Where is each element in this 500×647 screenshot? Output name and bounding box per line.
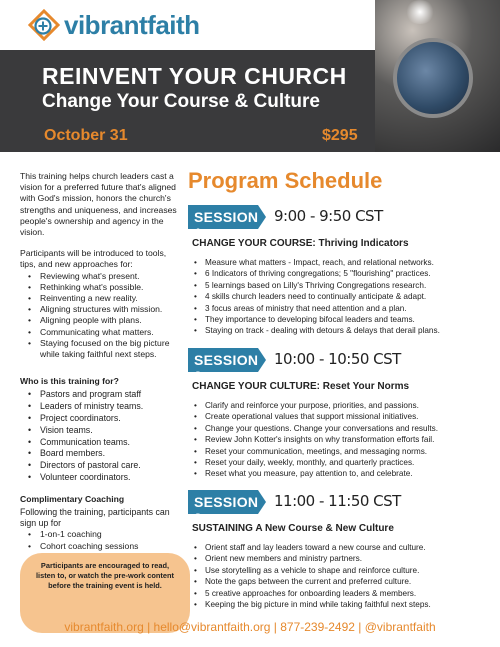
coaching-heading: Complimentary Coaching xyxy=(20,493,125,504)
session-topics xyxy=(192,542,488,610)
list-item: • 5 learnings based on Lilly's Thriving Congregations research. xyxy=(192,280,488,291)
list-item: • They importance to developing bifocal leaders and teams. xyxy=(192,314,488,325)
session-heading: CHANGE YOUR COURSE: Thriving Indicators xyxy=(192,238,409,249)
compass-photo xyxy=(375,0,500,152)
session-topics xyxy=(192,400,488,480)
program-title: Program Schedule xyxy=(188,168,383,193)
logo[interactable] xyxy=(28,8,200,42)
list-item: • Orient staff and lay leaders toward a new course and culture. xyxy=(192,542,488,553)
event-price: $295 xyxy=(322,127,358,144)
list-item: • 4 skills church leaders need to continually anticipate & adapt. xyxy=(192,291,488,302)
list-item: • Keeping the big picture in mind while taking faithful next steps. xyxy=(192,599,488,610)
session-label: SESSION 2 xyxy=(194,352,259,384)
audience-list xyxy=(20,389,180,483)
prework-note: Participants are encouraged to read, listen to, or watch the pre-work content before the training event is held. xyxy=(20,553,190,633)
list-item: • 6 Indicators of thriving congregations; 5 "flourishing" practices. xyxy=(192,268,488,279)
list-item: • Communication teams. xyxy=(20,437,180,449)
list-item: • Create operational values that support missional initiatives. xyxy=(192,411,488,422)
list-item: • Volunteer coordinators. xyxy=(20,472,180,484)
session-time: 10:00 - 10:50 CST xyxy=(274,350,401,368)
approaches-list xyxy=(20,271,180,361)
intro-column xyxy=(20,171,180,562)
compass-icon xyxy=(393,38,473,118)
list-item: • 3 focus areas of ministry that need attention and a plan. xyxy=(192,303,488,314)
list-item: • Aligning people with plans. xyxy=(20,315,180,326)
audience-heading: Who is this training for? xyxy=(20,376,119,387)
list-item: • Measure what matters - Impact, reach, and relational networks. xyxy=(192,257,488,268)
intro-approaches-lead: Participants will be introduced to tools, tips, and new approaches for: xyxy=(20,248,167,270)
list-item: • Staying on track - dealing with detours & delays that derail plans. xyxy=(192,325,488,336)
list-item: • Reset your daily, weekly, monthly, and quarterly practices. xyxy=(192,457,488,468)
session-label: SESSION 1 xyxy=(194,209,259,241)
list-item: • Project coordinators. xyxy=(20,413,180,425)
header xyxy=(0,0,500,152)
event-date: October 31 xyxy=(44,127,128,144)
list-item: • Aligning structures with mission. xyxy=(20,304,180,315)
list-item: • Orient new members and ministry partners. xyxy=(192,553,488,564)
session-time: 9:00 - 9:50 CST xyxy=(274,207,383,225)
logo-text: vibrantfaith xyxy=(64,9,200,40)
list-item: • Rethinking what's possible. xyxy=(20,282,180,293)
list-item: • 5 creative approaches for onboarding leaders & members. xyxy=(192,588,488,599)
list-item: • Board members. xyxy=(20,448,180,460)
list-item: • Leaders of ministry teams. xyxy=(20,401,180,413)
list-item: • Reset your communication, meetings, and messaging norms. xyxy=(192,446,488,457)
list-item: • Reviewing what's present. xyxy=(20,271,180,282)
list-item: • 1-on-1 coaching xyxy=(20,529,180,540)
contact-footer[interactable]: vibrantfaith.org | hello@vibrantfaith.org | 877-239-2492 | @vibrantfaith xyxy=(64,620,436,634)
list-item: • Use storytelling as a vehicle to shape and reinforce culture. xyxy=(192,565,488,576)
list-item: • Directors of pastoral care. xyxy=(20,460,180,472)
list-item: • Cohort coaching sessions xyxy=(20,541,180,552)
coaching-section xyxy=(20,494,180,552)
list-item: • Pastors and program staff xyxy=(20,389,180,401)
list-item: • Clarify and reinforce your purpose, priorities, and passions. xyxy=(192,400,488,411)
intro-paragraph: This training helps church leaders cast a vision for a preferred future that's aligned with God's mission, honors the church's strengths and uniqueness, and increases people's ownership and agency in the vision. xyxy=(20,171,177,238)
list-item: • Vision teams. xyxy=(20,425,180,437)
list-item: • Communicating what matters. xyxy=(20,327,180,338)
session-heading: CHANGE YOUR CULTURE: Reset Your Norms xyxy=(192,381,410,392)
session-label: SESSION 3 xyxy=(194,494,259,526)
light-glow xyxy=(405,0,435,24)
list-item: • Review John Kotter's insights on why transformation efforts fail. xyxy=(192,434,488,445)
audience-section xyxy=(20,376,180,484)
session-topics xyxy=(192,257,488,337)
coaching-text: Following the training, participants can sign up for xyxy=(20,507,170,529)
list-item: • Staying focused on the big picture while taking faithful next steps. xyxy=(20,338,180,360)
page-subtitle: Change Your Course & Culture xyxy=(42,91,320,112)
list-item: • Reset what you measure, pay attention to, and celebrate. xyxy=(192,468,488,479)
page-title: REINVENT YOUR CHURCH xyxy=(42,63,347,89)
session-heading: SUSTAINING A New Course & New Culture xyxy=(192,523,394,534)
list-item: • Note the gaps between the current and preferred culture. xyxy=(192,576,488,587)
vibrantfaith-logo-icon xyxy=(28,9,60,41)
coaching-list xyxy=(20,529,180,551)
list-item: • Change your questions. Change your conversations and results. xyxy=(192,423,488,434)
list-item: • Reinventing a new reality. xyxy=(20,293,180,304)
session-time: 11:00 - 11:50 CST xyxy=(274,492,401,510)
